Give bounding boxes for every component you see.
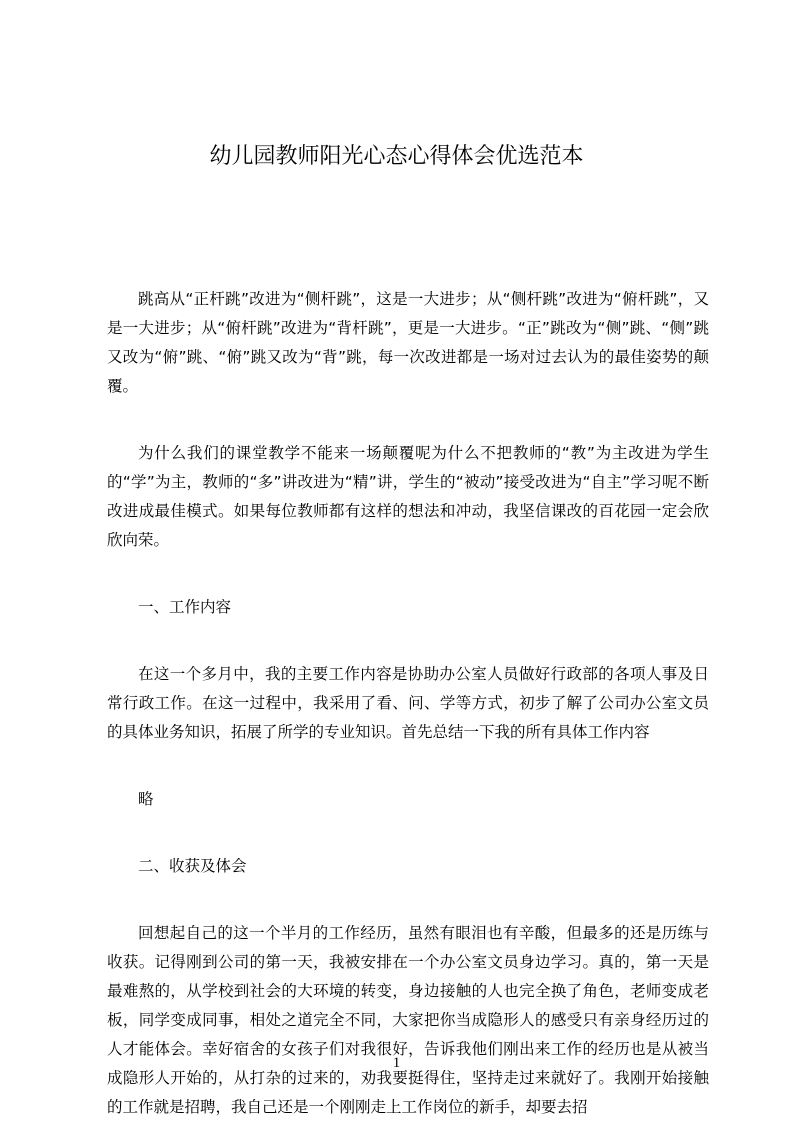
paragraph-gains: 回想起自己的这一个半月的工作经历，虽然有眼泪也有辛酸，但最多的还是历练与收获。记得刚到公司的第一天，我被安排在一个办公室文员身边学习。真的，第一天是最难熬的，从学校到社会的大环境的转变，身边接触的人也完全换了角色，老师变成老板，同学变成同事，相处之道完全不同，大家把你当成隐形人的感受只有亲身经历过的人才能体会。幸好宿舍的女孩子们对我很好，告诉我他们刚出来工作的经历也是从被当成隐形人开始的，从打杂的过来的，劝我要挺得住，坚持走过来就好了。我刚开始接触的工作就是招聘，我自己还是一个刚刚走上工作岗位的新手，却要去招 (107, 924, 709, 1116)
document-title: 幼儿园教师阳光心态心得体会优选范本 (209, 144, 584, 169)
page-number: 1 (392, 1055, 401, 1071)
document-body (107, 285, 709, 1122)
paragraph-work-content: 在这一个多月中，我的主要工作内容是协助办公室人员做好行政部的各项人事及日常行政工作。在这一过程中，我采用了看、问、学等方式，初步了解了公司办公室文员的具体业务知识，拓展了所学的专业知识。首先总结一下我的所有具体工作内容 (107, 665, 709, 741)
section-heading-work-content: 一、工作内容 (138, 598, 232, 616)
section-heading-gains: 二、收获及体会 (138, 857, 247, 875)
omitted-note: 略 (138, 790, 154, 808)
paragraph-classroom-reform: 为什么我们的课堂教学不能来一场颠覆呢为什么不把教师的“教”为主改进为学生的“学”为主，教师的“多”讲改进为“精”讲，学生的“被动”接受改进为“自主”学习呢不断改进成最佳模式。如果每位教师都有这样的想法和冲动，我坚信课改的百花园一定会欣欣向荣。 (107, 444, 709, 549)
paragraph-high-jump: 跳高从“正杆跳”改进为“侧杆跳”，这是一大进步；从“侧杆跳”改进为“俯杆跳”，又是一大进步；从“俯杆跳”改进为“背杆跳”，更是一大进步。“正”跳改为“侧”跳、“侧”跳又改为“俯”跳、“俯”跳又改为“背”跳，每一次改进都是一场对过去认为的最佳姿势的颠覆。 (107, 290, 709, 395)
